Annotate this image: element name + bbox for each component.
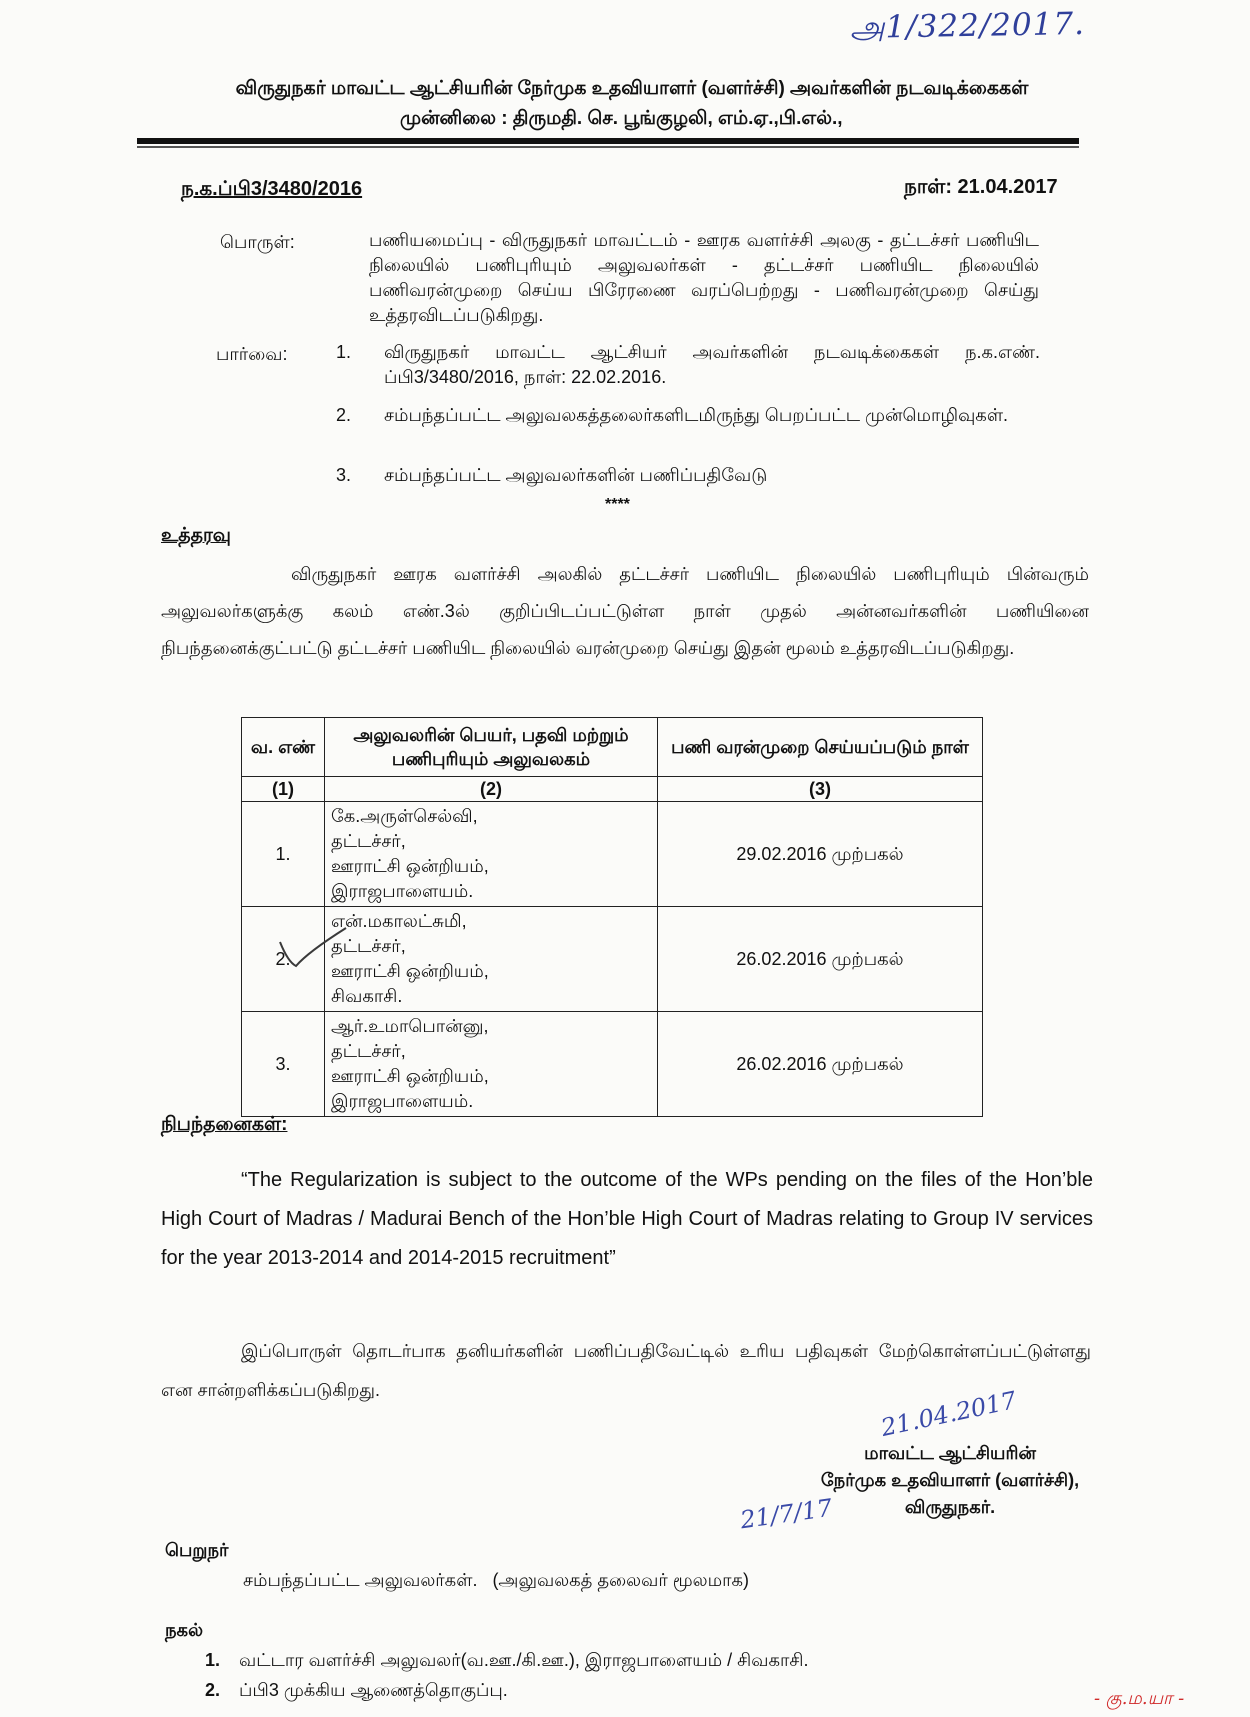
officer-place: இராஜபாளையம். bbox=[331, 1091, 474, 1111]
copy-item bbox=[205, 1650, 809, 1673]
initials-scribble: 21/7/17 bbox=[738, 1493, 835, 1535]
copy-text: வட்டார வளர்ச்சி அலுவலர்(வ.ஊ./கி.ஊ.), இராஜபாளையம் / சிவகாசி. bbox=[239, 1650, 809, 1670]
order-text: விருதுநகர் ஊரக வளர்ச்சி அலகில் தட்டச்சர் பணியிட நிலையில் பணிபுரியும் பின்வரும் அலுவலர்களுக்கு கலம் எண்.3ல் குறிப்பிடப்பட்டுள்ள நாள் முதல் அன்னவர்களின் பணியினை நிபந்தனைக்குட்பட்டு தட்டச்சர் பணியிட நிலையில் வரன்முறை செய்து இதன் மூலம் உத்தரவிடப்படுகிறது. bbox=[161, 564, 1089, 658]
officer-post: தட்டச்சர், bbox=[331, 831, 406, 851]
reference-number: ந.க.ப்பி3/3480/2016 bbox=[181, 178, 363, 200]
officer-name: ஆர்.உமாபொன்னு, bbox=[331, 1016, 489, 1036]
copy-number: 1. bbox=[205, 1650, 221, 1670]
bottom-handwritten-mark: - கு.ம.யா - bbox=[1094, 1688, 1185, 1709]
reference-number-label: 2. bbox=[336, 405, 352, 425]
handwritten-tick-mark bbox=[278, 922, 348, 968]
table-cell-sno: 1. bbox=[242, 802, 325, 907]
officer-office: ஊராட்சி ஒன்றியம், bbox=[331, 961, 489, 981]
reference-item bbox=[336, 340, 1040, 390]
officer-place: இராஜபாளையம். bbox=[331, 881, 474, 901]
table-cell-sno: 3. bbox=[242, 1012, 325, 1117]
officer-name: என்.மகாலட்சுமி, bbox=[331, 911, 467, 931]
table-row bbox=[242, 802, 983, 907]
officer-place: சிவகாசி. bbox=[331, 986, 403, 1006]
recipient-text: சம்பந்தப்பட்ட அலுவலர்கள். (அலுவலகத் தலைவர் மூலமாக) bbox=[243, 1570, 749, 1590]
order-date: நாள்: 21.04.2017 bbox=[904, 176, 1058, 198]
reference-item bbox=[336, 463, 1040, 488]
conditions-heading: நிபந்தனைகள்: bbox=[161, 1114, 288, 1135]
subject-text: பணியமைப்பு - விருதுநகர் மாவட்டம் - ஊரக வளர்ச்சி அலகு - தட்டச்சர் பணியிட நிலையில் பணிபுரியும் அலுவலர்கள் - தட்டச்சர் பணியிட நிலையில் பணிவரன்முறை செய்ய பிரேரணை வரப்பெற்றது - பணிவரன்முறை செய்து உத்தரவிடப்படுகிறது. bbox=[369, 230, 1039, 325]
handwritten-file-reference: அ1/322/2017. bbox=[849, 5, 1086, 47]
table-index-row bbox=[242, 777, 983, 802]
signature-line: விருதுநகர். bbox=[904, 1497, 996, 1517]
conditions-text: “The Regularization is subject to the outcome of the WPs pending on the files of the Hon’ble High Court of Madras / Madurai Bench of the Hon’ble High Court of Madras relating to Group IV services for the year 2013-2014 and 2014-2015 recruitment” bbox=[161, 1169, 1093, 1269]
reference-number-label: 1. bbox=[336, 342, 352, 362]
table-cell-date: 26.02.2016 முற்பகல் bbox=[658, 907, 983, 1012]
officer-office: ஊராட்சி ஒன்றியம், bbox=[331, 1066, 489, 1086]
table-header-date: பணி வரன்முறை செய்யப்படும் நாள் bbox=[658, 718, 983, 777]
copy-heading: நகல் bbox=[165, 1620, 204, 1640]
certificate-text: இப்பொருள் தொடர்பாக தனியர்களின் பணிப்பதிவேட்டில் உரிய பதிவுகள் மேற்கொள்ளப்பட்டுள்ளது என சான்றளிக்கப்படுகிறது. bbox=[161, 1341, 1091, 1400]
reference-text: சம்பந்தப்பட்ட அலுவலர்களின் பணிப்பதிவேடு bbox=[384, 465, 768, 485]
table-header-row bbox=[242, 718, 983, 777]
signature-line: மாவட்ட ஆட்சியரின் bbox=[864, 1443, 1036, 1463]
table-index-cell: (2) bbox=[325, 777, 658, 802]
copy-number: 2. bbox=[205, 1680, 221, 1700]
table-header-sno: வ. எண் bbox=[242, 718, 325, 777]
officer-post: தட்டச்சர், bbox=[331, 1041, 406, 1061]
subject-label: பொருள்: bbox=[220, 232, 295, 252]
reference-number-label: 3. bbox=[336, 465, 352, 485]
table-cell-officer bbox=[325, 1012, 658, 1117]
recipient-heading: பெறுநர் bbox=[165, 1540, 229, 1560]
order-heading: உத்தரவு bbox=[161, 525, 231, 546]
signature-block bbox=[800, 1440, 1100, 1521]
officer-name: கே.அருள்செல்வி, bbox=[331, 806, 478, 826]
header-divider-thin bbox=[137, 146, 1079, 148]
reference-text: விருதுநகர் மாவட்ட ஆட்சியர் அவர்களின் நடவடிக்கைகள் ந.க.எண். ப்பி3/3480/2016, நாள்: 22.02.2016. bbox=[384, 342, 1040, 387]
officer-post: தட்டச்சர், bbox=[331, 936, 406, 956]
signature-line: நேர்முக உதவியாளர் (வளர்ச்சி), bbox=[820, 1470, 1080, 1490]
table-cell-date: 26.02.2016 முற்பகல் bbox=[658, 1012, 983, 1117]
table-cell-sno: 2. bbox=[242, 907, 325, 1012]
reference-item bbox=[336, 403, 1040, 428]
header-presiding-officer: முன்னிலை : திருமதி. செ. பூங்குழலி, எம்.ஏ.,பி.எல்., bbox=[400, 108, 843, 129]
references-label: பார்வை: bbox=[216, 344, 288, 364]
table-row bbox=[242, 907, 983, 1012]
table-index-cell: (1) bbox=[242, 777, 325, 802]
regularization-table bbox=[241, 717, 983, 1117]
separator-stars: **** bbox=[605, 496, 630, 513]
table-cell-date: 29.02.2016 முற்பகல் bbox=[658, 802, 983, 907]
signature-scribble: 21.04.2017 bbox=[878, 1386, 1019, 1442]
header-divider bbox=[137, 138, 1079, 144]
header-office-title: விருதுநகர் மாவட்ட ஆட்சியரின் நேர்முக உதவியாளர் (வளர்ச்சி) அவர்களின் நடவடிக்கைகள் bbox=[235, 78, 1029, 99]
table-cell-officer bbox=[325, 907, 658, 1012]
table-cell-officer bbox=[325, 802, 658, 907]
table-header-officer: அலுவலரின் பெயர், பதவி மற்றும் பணிபுரியும் அலுவலகம் bbox=[325, 718, 658, 777]
officer-office: ஊராட்சி ஒன்றியம், bbox=[331, 856, 489, 876]
copy-text: ப்பி3 முக்கிய ஆணைத்தொகுப்பு. bbox=[239, 1680, 508, 1700]
reference-text: சம்பந்தப்பட்ட அலுவலகத்தலைர்களிடமிருந்து பெறப்பட்ட முன்மொழிவுகள். bbox=[384, 405, 1009, 425]
table-index-cell: (3) bbox=[658, 777, 983, 802]
copy-item bbox=[205, 1680, 508, 1703]
table-row bbox=[242, 1012, 983, 1117]
